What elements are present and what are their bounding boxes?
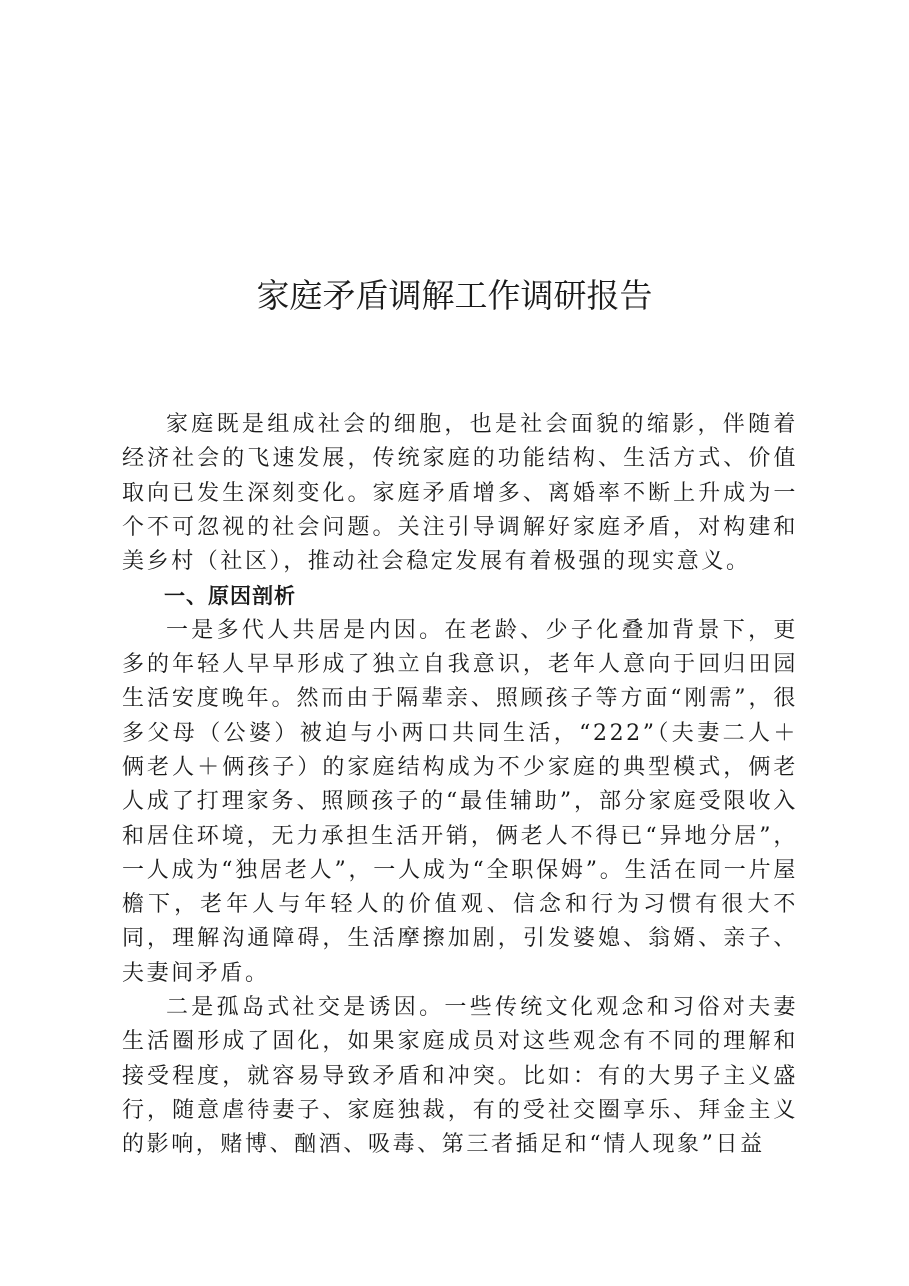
document-body — [122, 408, 798, 1163]
section-heading: 一、原因剖析 — [164, 584, 296, 609]
document-title: 家庭矛盾调解工作调研报告 — [256, 276, 653, 315]
paragraph-1: 一是多代人共居是内因。在老龄、少子化叠加背景下，更多的年轻人早早形成了独立自我意识，老年人意向于回归田园生活安度晚年。然而由于隔辈亲、照顾孩子等方面“刚需”，很多父母（公婆）被迫与小两口共同生活，“222”（夫妻二人＋俩老人＋俩孩子）的家庭结构成为不少家庭的典型模式，俩老人成了打理家务、照顾孩子的“最佳辅助”，部分家庭受限收入和居住环境，无力承担生活开销，俩老人不得已“异地分居”，一人成为“独居老人”，一人成为“全职保姆”。生活在同一片屋檐下，老年人与年轻人的价值观、信念和行为习惯有很大不同，理解沟通障碍，生活摩擦加剧，引发婆媳、翁婿、亲子、夫妻间矛盾。 — [122, 617, 798, 986]
intro-paragraph: 家庭既是组成社会的细胞，也是社会面貌的缩影，伴随着经济社会的飞速发展，传统家庭的功能结构、生活方式、价值取向已发生深刻变化。家庭矛盾增多、离婚率不断上升成为一个不可忽视的社会问题。关注引导调解好家庭矛盾，对构建和美乡村（社区），推动社会稳定发展有着极强的现实意义。 — [122, 412, 798, 575]
paragraph-2: 二是孤岛式社交是诱因。一些传统文化观念和习俗对夫妻生活圈形成了固化，如果家庭成员对这些观念有不同的理解和接受程度，就容易导致矛盾和冲突。比如：有的大男子主义盛行，随意虐待妻子、家庭独裁，有的受社交圈享乐、拜金主义的影响，赌博、酗酒、吸毒、第三者插足和“情人现象”日益 — [122, 995, 798, 1158]
